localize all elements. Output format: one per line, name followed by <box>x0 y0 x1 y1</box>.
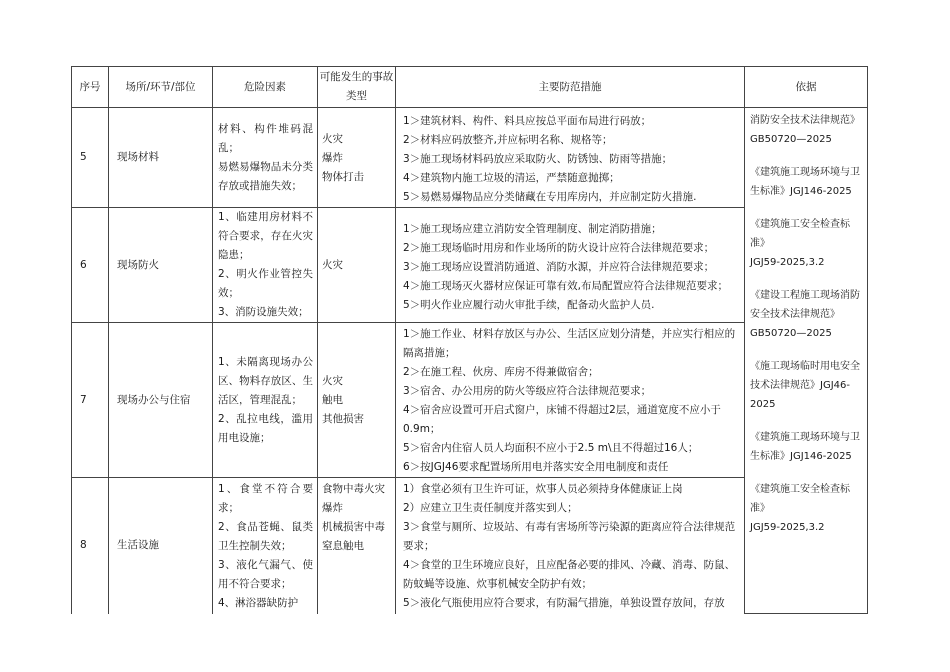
measure-item: 1）食堂必须有卫生许可证，炊事人员必须持身体健康证上岗 <box>403 483 683 495</box>
row-risk <box>213 323 318 478</box>
risk-item: 1、临建用房材料不符合要求，存在火灾隐患； <box>218 211 313 261</box>
accident-type-item: 火灾 <box>322 258 343 271</box>
risk-item: 3、液化气漏气、使用不符合要求； <box>218 559 313 590</box>
risk-item: 材料、构件堆码混乱； <box>218 122 313 154</box>
measure-item: 3＞食堂与厕所、垃圾站、有毒有害场所等污染源的距离应符合法律规范要求； <box>403 521 736 552</box>
measure-item: 3＞施工现场应设置消防通道、消防水源，并应符合法律规范要求； <box>403 261 715 273</box>
measure-item: 1＞建筑材料、构件、料具应按总平面布局进行码放； <box>403 115 652 127</box>
risk-item: 易燃易爆物品未分类存放或措施失效； <box>218 160 313 192</box>
basis-cell <box>745 108 868 614</box>
accident-type-item: 爆炸 <box>322 152 343 164</box>
row-accident-type <box>318 108 396 208</box>
row-risk <box>213 108 318 208</box>
basis-entry: 《建筑施工现场环境与卫生标准》JGJ146-2025 <box>750 167 860 197</box>
measure-item: 5＞宿舍内住宿人员人均面积不应小于2.5 m\且不得超过16人； <box>403 442 699 454</box>
accident-type-item: 其他损害 <box>322 412 364 425</box>
accident-type-item: 物体打击 <box>322 171 364 183</box>
measure-item: 4＞食堂的卫生环境应良好，且应配备必要的排风、冷藏、消毒、防鼠、防蚊蝇等设施、炊事机械安全防护有效； <box>403 559 736 590</box>
basis-entry: 《建筑施工安全检查标准》 <box>750 484 850 514</box>
risk-item: 2、食品苍蝇、鼠类卫生控制失效； <box>218 521 313 552</box>
header-basis: 依据 <box>745 67 868 108</box>
accident-type-item: 火灾 <box>322 133 343 145</box>
row-number: 7 <box>72 323 109 478</box>
header-accident-type: 可能发生的事故类型 <box>318 67 396 108</box>
table-row <box>72 108 868 208</box>
header-measures: 主要防范措施 <box>396 67 745 108</box>
measure-item: 2＞在施工程、伙房、库房不得兼做宿舍； <box>403 366 599 378</box>
row-place: 生活设施 <box>109 478 213 614</box>
row-measures <box>396 208 745 323</box>
risk-item: 2、乱拉电线，滥用用电设施； <box>218 412 313 444</box>
measure-item: 4＞宿舍应设置可开启式窗户，床铺不得超过2层，通道宽度不应小于 0.9m； <box>403 404 721 435</box>
basis-entry: 《建筑施工现场环境与卫生标准》JGJ146-2025 <box>750 432 860 462</box>
row-number: 5 <box>72 108 109 208</box>
header-risk: 危险因素 <box>213 67 318 108</box>
risk-item: 3、消防设施失效； <box>218 306 309 318</box>
header-place: 场所/环节/部位 <box>109 67 213 108</box>
hazard-table <box>71 66 868 614</box>
row-place: 现场办公与住宿 <box>109 323 213 478</box>
accident-type-item: 爆炸 <box>322 502 343 514</box>
row-accident-type <box>318 323 396 478</box>
row-number: 6 <box>72 208 109 323</box>
measure-item: 3＞宿舍、办公用房的防火等级应符合法律规范要求； <box>403 385 652 397</box>
row-risk <box>213 478 318 614</box>
basis-entry: 《建筑施工安全检查标准》 <box>750 219 850 249</box>
accident-type-item: 窒息触电 <box>322 540 364 552</box>
basis-entry: 《施工现场临时用电安全技术法律规范》JGJ46-2025 <box>750 361 860 410</box>
risk-item: 4、淋浴器缺防护 <box>218 597 299 609</box>
measure-item: 1＞施工作业、材料存放区与办公、生活区应划分清楚，并应实行相应的隔离措施； <box>403 328 736 359</box>
row-place: 现场材料 <box>109 108 213 208</box>
measure-item: 5＞明火作业应履行动火审批手续，配备动火监护人员. <box>403 299 655 311</box>
accident-type-item: 火灾 <box>322 374 343 387</box>
measure-item: 6＞按JGJ46要求配置场所用电并落实安全用电制度和责任 <box>403 461 669 473</box>
accident-type-item: 食物中毒火灾 <box>322 483 385 495</box>
basis-entry: JGJ59-2025,3.2 <box>750 257 825 268</box>
row-number: 8 <box>72 478 109 614</box>
measure-item: 1＞施工现场应建立消防安全管理制度、制定消防措施； <box>403 223 662 235</box>
measure-item: 5＞易燃易爆物品应分类储藏在专用库房内，并应制定防火措施. <box>403 191 697 203</box>
row-measures <box>396 108 745 208</box>
risk-item: 1、食堂不符合要求； <box>218 483 313 514</box>
row-measures <box>396 323 745 478</box>
accident-type-item: 机械损害中毒 <box>322 521 385 533</box>
accident-type-item: 触电 <box>322 393 343 406</box>
row-risk <box>213 208 318 323</box>
basis-entry: 《建设工程施工现场消防安全技术法律规范》GB50720—2025 <box>750 290 860 339</box>
row-place: 现场防火 <box>109 208 213 323</box>
measure-item: 2＞施工现场临时用房和作业场所的防火设计应符合法律规范要求； <box>403 242 715 254</box>
header-no: 序号 <box>72 67 109 108</box>
row-measures <box>396 478 745 614</box>
basis-entry: JGJ59-2025,3.2 <box>750 522 825 533</box>
risk-item: 2、明火作业管控失效； <box>218 268 313 299</box>
row-accident-type <box>318 478 396 614</box>
measure-item: 5＞液化气瓶使用应符合要求，有防漏气措施，单独设置存放间，存放 <box>403 597 725 609</box>
measure-item: 4＞施工现场灭火器材应保证可靠有效,布局配置应符合法律规范要求； <box>403 280 729 292</box>
basis-entry: 消防安全技术法律规范》GB50720—2025 <box>750 115 860 145</box>
measure-item: 2＞材料应码放整齐,并应标明名称、规格等； <box>403 134 613 146</box>
measure-item: 2）应建立卫生责任制度并落实到人； <box>403 502 578 514</box>
table-header-row <box>72 67 868 108</box>
measure-item: 3＞施工现场材料码放应采取防火、防锈蚀、防雨等措施； <box>403 153 673 165</box>
risk-item: 1、未隔离现场办公区、物料存放区、生活区，管理混乱； <box>218 355 313 406</box>
measure-item: 4＞建筑物内施工垃圾的清运，严禁随意抛掷； <box>403 172 620 184</box>
row-accident-type <box>318 208 396 323</box>
